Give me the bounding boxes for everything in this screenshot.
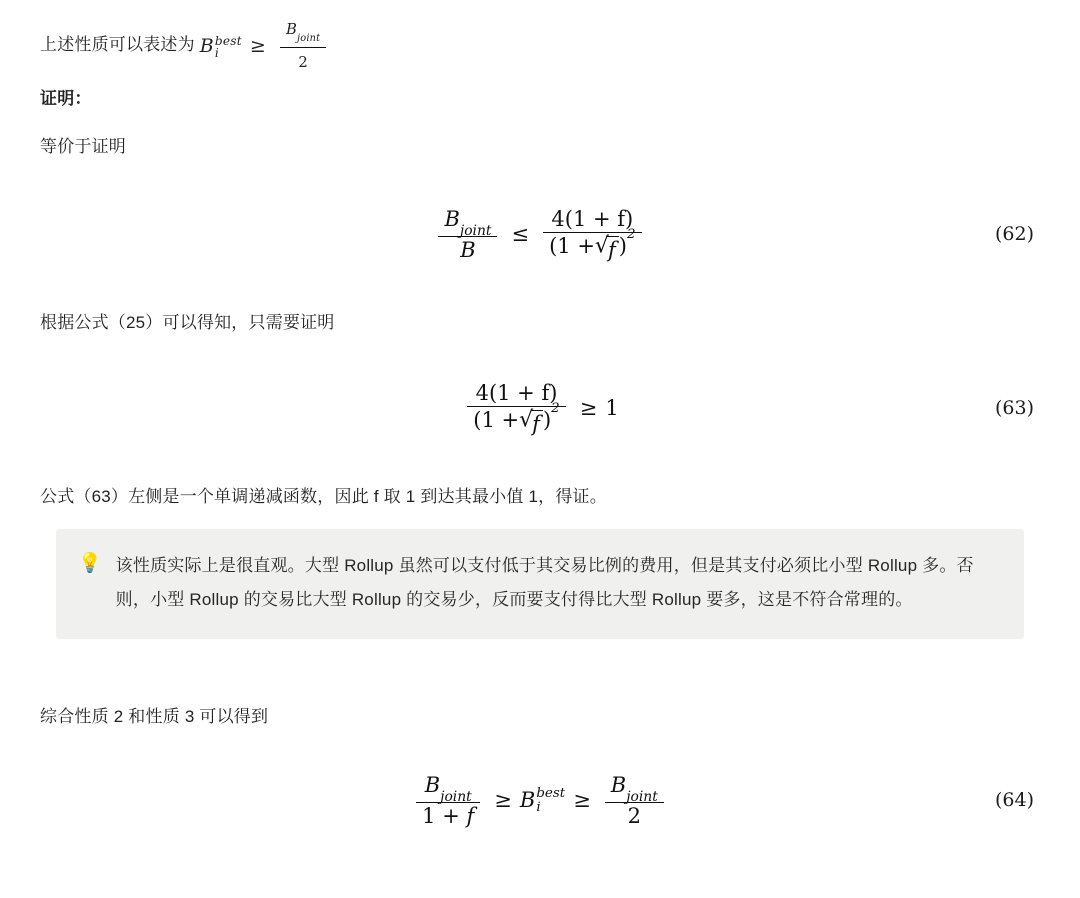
equation-62-row: [40, 206, 1040, 264]
eq62-den-exponent: 2: [626, 227, 636, 243]
eq62-lhs-fraction: [438, 206, 497, 264]
intro-b-superscript: best: [214, 33, 242, 48]
lightbulb-icon: 💡: [78, 553, 102, 575]
eq62-lhs-num-sub: joint: [459, 222, 492, 239]
eq62-rhs-fraction: [543, 206, 641, 263]
eq63-lhs-numerator: 4(1 + f): [475, 380, 558, 405]
eq63-den-exponent: 2: [551, 401, 560, 417]
equation-64-number: (64): [994, 789, 1034, 812]
eq62-radicand: f: [607, 236, 619, 262]
eq64-mid-superscript: best: [536, 785, 566, 801]
intro-relation: ≥: [249, 35, 266, 58]
eq62-lhs-numerator: [438, 206, 497, 239]
eq62-relation: ≤: [511, 222, 530, 247]
eq63-rhs: 1: [605, 396, 619, 421]
equation-62-number: (62): [994, 223, 1034, 246]
intro-b-subscript: i: [214, 46, 220, 61]
eq62-den-suffix: ): [618, 234, 627, 259]
intro-b-symbol: B: [199, 35, 214, 58]
eq64-mid-base: B: [519, 788, 536, 813]
eq64-relation-1: ≥: [494, 788, 512, 813]
eq62-radical-sign: √: [594, 233, 609, 259]
equivalence-text: 等价于证明: [40, 137, 126, 157]
eq64-rhs-denominator: 2: [627, 804, 641, 829]
note-text: 该性质实际上是很直观。大型 Rollup 虽然可以支付低于其交易比例的费用，但是其支付必须比小型 Rollup 多。否则，小型 Rollup 的交易比大型 Rollup 的交易少，反而要支付得比大型 Rollup 要多，这是不符合常理的。: [115, 556, 974, 610]
eq62-rhs-denominator: [543, 227, 641, 263]
intro-b-scripts: [215, 35, 242, 61]
eq63-lhs-denominator: [467, 401, 565, 437]
equation-63: [461, 380, 618, 437]
eq64-mid-scripts: [536, 787, 565, 815]
eq63-radical-sign: √: [519, 407, 534, 433]
intro-text: 上述性质可以表述为: [40, 35, 195, 55]
equation-64-row: [40, 772, 1040, 830]
eq64-lhs-num-sub: joint: [440, 788, 472, 805]
note-callout: [56, 529, 1024, 639]
eq63-den-prefix: (1 +: [473, 407, 520, 432]
eq62-den-prefix: (1 +: [549, 234, 595, 259]
equation-64: [410, 772, 670, 830]
intro-frac-num-sub: joint: [297, 32, 321, 44]
eq64-relation-2: ≥: [573, 788, 591, 813]
eq64-mid-subscript: i: [536, 800, 541, 816]
eq64-rhs-fraction: [605, 772, 664, 830]
eq63-sqrt: [519, 407, 543, 436]
intro-fraction-numerator: [280, 15, 326, 47]
eq63-relation: ≥: [579, 396, 598, 421]
equation-63-number: (63): [994, 397, 1034, 420]
equation-63-row: [40, 380, 1040, 437]
eq63-lhs-fraction: [467, 380, 565, 437]
eq63-radicand: f: [531, 410, 543, 436]
intro-fraction-denominator: 2: [298, 53, 308, 71]
eq64-lhs-fraction: [416, 772, 480, 830]
eq64-den-var: f: [466, 804, 475, 829]
eq63-den-suffix: ): [542, 407, 552, 432]
eq62-lhs-num-base: B: [444, 206, 460, 231]
formula-reference-text: 根据公式（25）可以得知，只需要证明: [40, 313, 335, 333]
eq64-rhs-num-base: B: [610, 772, 627, 797]
spacer: [40, 639, 1040, 673]
proof-heading: 证明：: [40, 89, 92, 109]
equation-62: [432, 206, 647, 264]
eq64-lhs-num-base: B: [424, 772, 441, 797]
conclusion-text: 公式（63）左侧是一个单调递减函数，因此 f 取 1 到达其最小值 1，得证。: [40, 486, 607, 506]
intro-fraction: [280, 15, 326, 78]
summary-text: 综合性质 2 和性质 3 可以得到: [40, 707, 269, 727]
eq62-lhs-denominator: B: [460, 238, 476, 263]
eq64-lhs-denominator: [416, 803, 480, 829]
eq64-den-prefix: 1 +: [422, 804, 460, 829]
eq62-rhs-numerator: 4(1 + f): [551, 206, 634, 231]
spacer: [40, 121, 1040, 131]
intro-inline-formula: [200, 15, 333, 78]
intro-paragraph: [40, 14, 1040, 77]
eq62-sqrt: [594, 233, 619, 263]
eq64-rhs-num-sub: joint: [626, 788, 658, 805]
eq64-rhs-numerator: [605, 772, 664, 805]
intro-frac-num-base: B: [285, 21, 298, 38]
eq64-lhs-numerator: [419, 772, 478, 805]
